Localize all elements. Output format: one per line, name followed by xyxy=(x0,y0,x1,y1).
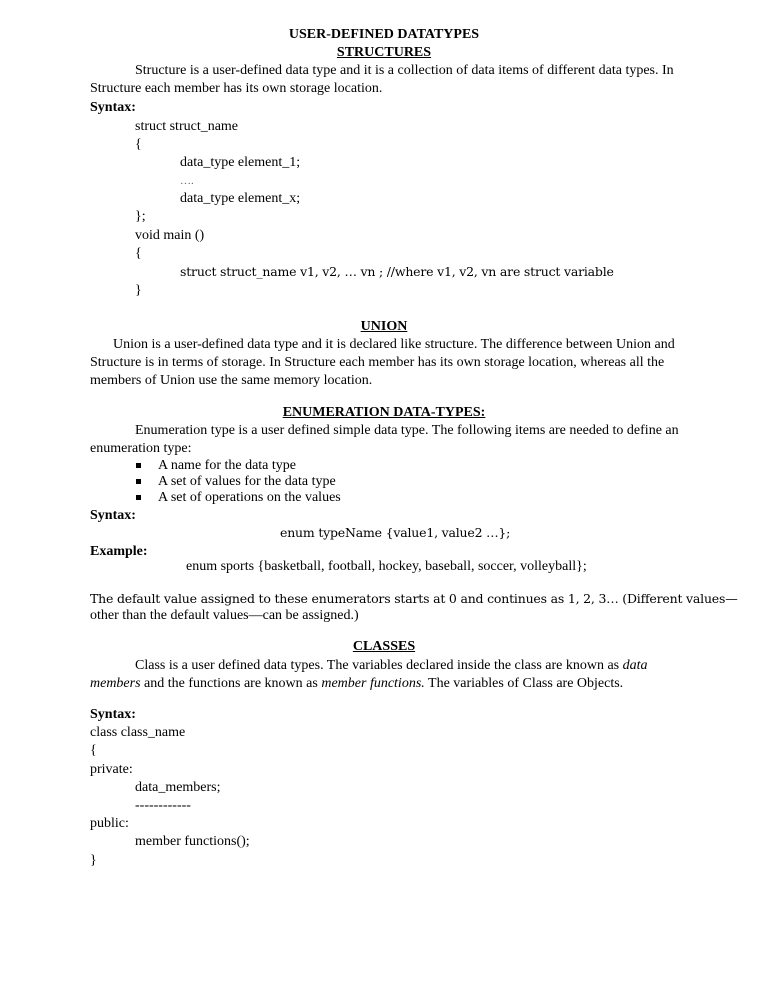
bullet-icon xyxy=(136,463,141,468)
code-line: data_type element_1; xyxy=(180,155,301,170)
code-line: struct struct_name v1, v2, … vn ; //where v1, v2, vn are struct variable xyxy=(180,264,614,279)
enumeration-syntax-label: Syntax: xyxy=(90,508,136,523)
code-line: { xyxy=(135,246,142,261)
classes-text: and the functions are known as xyxy=(140,676,322,691)
code-line: data_type element_x; xyxy=(180,191,301,206)
classes-italic-term: member functions. xyxy=(321,676,425,691)
classes-text: Class is a user defined data types. The variables declared inside the class are known as xyxy=(135,658,623,673)
bullet-icon xyxy=(136,479,141,484)
code-line: struct struct_name xyxy=(135,119,239,134)
code-line: public: xyxy=(90,816,129,831)
enumeration-paragraph-line-2: enumeration type: xyxy=(90,441,192,456)
structures-syntax-label: Syntax: xyxy=(90,100,136,115)
code-line: { xyxy=(135,137,142,152)
classes-syntax-label: Syntax: xyxy=(90,707,136,722)
list-item: A set of operations on the values xyxy=(158,490,341,505)
structures-paragraph-line-2: Structure each member has its own storage location. xyxy=(90,81,383,96)
classes-paragraph-line-2 xyxy=(90,675,623,693)
classes-text: The variables of Class are Objects. xyxy=(424,676,624,691)
union-paragraph-line-1: Union is a user-defined data type and it is declared like structure. The difference between Union and xyxy=(113,337,675,352)
code-line: } xyxy=(90,853,97,868)
code-line: class class_name xyxy=(90,725,186,740)
enumeration-heading: ENUMERATION DATA-TYPES: xyxy=(282,405,486,420)
union-paragraph-line-3: members of Union use the same memory location. xyxy=(90,373,373,388)
enumeration-default-line-1: The default value assigned to these enumerators starts at 0 and continues as 1, 2, 3… (Different values— xyxy=(90,591,738,606)
enumeration-paragraph-line-1: Enumeration type is a user defined simple data type. The following items are needed to define an xyxy=(135,423,679,438)
code-line: { xyxy=(90,743,97,758)
structures-heading: STRUCTURES xyxy=(336,45,432,60)
code-line: ------------ xyxy=(135,798,191,813)
enumeration-syntax-code: enum typeName {value1, value2 …}; xyxy=(280,525,511,540)
code-line: private: xyxy=(90,762,133,777)
list-item: A name for the data type xyxy=(158,458,297,473)
bullet-icon xyxy=(136,495,141,500)
classes-italic-term: data xyxy=(622,658,648,673)
classes-italic-term: members xyxy=(90,676,141,691)
list-item: A set of values for the data type xyxy=(158,474,336,489)
code-ellipsis: …. xyxy=(180,175,194,187)
structures-paragraph-line-1: Structure is a user-defined data type and it is a collection of data items of different data types. In xyxy=(135,63,674,78)
code-line: member functions(); xyxy=(135,834,250,849)
code-line: } xyxy=(135,283,142,298)
code-line: void main () xyxy=(135,228,205,243)
code-line: data_members; xyxy=(135,780,221,795)
document-title: USER-DEFINED DATATYPES xyxy=(288,27,480,42)
code-line: }; xyxy=(135,209,146,224)
classes-heading: CLASSES xyxy=(352,639,416,654)
union-paragraph-line-2: Structure is in terms of storage. In Structure each member has its own storage location, whereas all the xyxy=(90,355,665,370)
enumeration-example-label: Example: xyxy=(90,544,148,559)
enumeration-example-code: enum sports {basketball, football, hockey, baseball, soccer, volleyball}; xyxy=(186,559,587,574)
enumeration-default-line-2: other than the default values—can be assigned.) xyxy=(90,608,359,623)
union-heading: UNION xyxy=(360,319,408,334)
classes-paragraph-line-1 xyxy=(135,657,648,675)
